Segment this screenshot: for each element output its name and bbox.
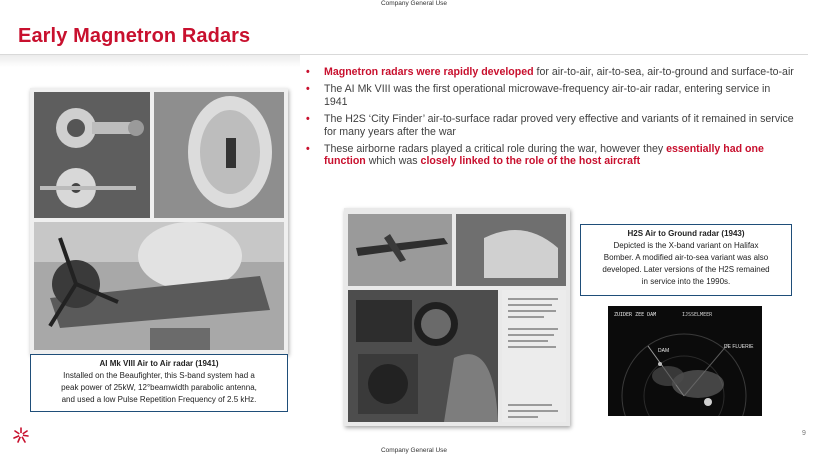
bullet-list [306, 66, 796, 173]
footer-classification: Company General Use [380, 447, 448, 454]
caption-line: Depicted is the X-band variant on Halifax [613, 241, 759, 250]
bullet-item [306, 66, 796, 78]
scope-label-river: DE FLUERIE [724, 344, 754, 350]
ai-mk-viii-photo [30, 88, 288, 354]
bullet-dot-icon: • [306, 83, 310, 96]
bullet-text: which was [365, 155, 421, 168]
bullet-text: for air-to-air, air-to-sea, air-to-ground and surface-to-air [533, 66, 794, 78]
caption-line: peak power of 25kW, 12°beamwidth parabolic antenna, [61, 383, 257, 392]
h2s-caption [580, 224, 792, 296]
scope-header-text: IJSSELMEER [682, 312, 713, 318]
ai-mk-viii-caption [30, 354, 288, 412]
bullet-text: The H2S ‘City Finder’ air-to-surface radar proved very effective and variants of it remained in service for many years after the war [324, 113, 794, 138]
bullet-text: The AI Mk VIII was the first operational microwave-frequency air-to-air radar, entering service in 1941 [324, 83, 771, 108]
caption-line: and used a low Pulse Repetition Frequency of 2.5 kHz. [61, 395, 257, 404]
title-shadow [0, 55, 300, 67]
scope-header-text: ZUIDER ZEE DAM [614, 312, 657, 318]
caption-title: AI Mk VIII Air to Air radar (1941) [99, 359, 219, 368]
scope-label-dam: DAM [658, 348, 670, 354]
caption-title: H2S Air to Ground radar (1943) [627, 229, 745, 238]
radar-scope-photo [608, 306, 762, 416]
bullet-item [306, 113, 796, 138]
bullet-highlight: closely linked to the role of the host aircraft [420, 155, 641, 168]
bullet-dot-icon: • [306, 143, 310, 156]
bullet-item [306, 83, 796, 108]
page-number: 9 [802, 430, 806, 437]
header-classification: Company General Use [380, 0, 448, 7]
bullet-highlight: essentially had one function [324, 143, 764, 168]
slide-title: Early Magnetron Radars [18, 25, 251, 47]
radial-burst-logo-icon [12, 426, 30, 444]
bullet-dot-icon: • [306, 113, 310, 126]
caption-line: Bomber. A modified air-to-sea variant was also [603, 253, 769, 262]
bullet-item [306, 143, 796, 168]
bullet-text: These airborne radars played a critical role during the war, however they [324, 143, 667, 156]
caption-line: Installed on the Beaufighter, this S-band system had a [63, 371, 255, 380]
bullet-dot-icon: • [306, 66, 310, 78]
bullet-highlight: Magnetron radars were rapidly developed [324, 66, 534, 78]
caption-line: in service into the 1990s. [641, 277, 731, 286]
caption-line: developed. Later versions of the H2S remained [602, 265, 770, 274]
h2s-photo [344, 208, 570, 426]
